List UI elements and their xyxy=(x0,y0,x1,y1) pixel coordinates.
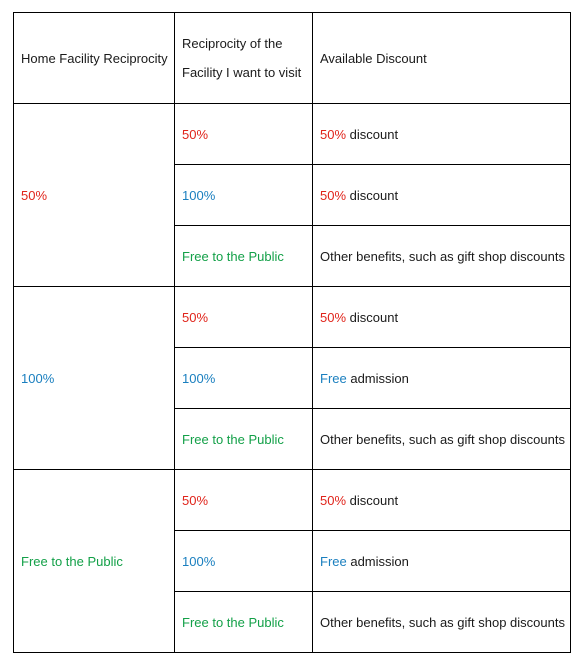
discount-cell xyxy=(313,226,571,287)
table-header-row xyxy=(14,13,571,104)
visit-facility-cell: Free to the Public xyxy=(175,592,313,653)
discount-cell xyxy=(313,531,571,592)
discount-highlight: Free xyxy=(320,370,347,386)
discount-text: discount xyxy=(346,187,399,203)
header-facility-to-visit-line1: Reciprocity of the xyxy=(182,36,283,51)
visit-facility-cell: 100% xyxy=(175,531,313,592)
discount-cell xyxy=(313,592,571,653)
discount-text: discount xyxy=(346,309,399,325)
visit-facility-cell: 50% xyxy=(175,104,313,165)
header-facility-to-visit-line2: Facility I want to visit xyxy=(182,65,302,80)
header-available-discount: Available Discount xyxy=(313,13,571,104)
home-facility-cell: 50% xyxy=(14,104,175,287)
visit-facility-cell: 100% xyxy=(175,165,313,226)
discount-highlight: 50% xyxy=(320,187,347,203)
home-facility-cell: Free to the Public xyxy=(14,470,175,653)
discount-text: Other benefits, such as gift shop discounts xyxy=(320,248,565,264)
discount-cell xyxy=(313,165,571,226)
discount-cell xyxy=(313,409,571,470)
discount-highlight: 50% xyxy=(320,492,347,508)
header-home-facility: Home Facility Reciprocity xyxy=(14,13,175,104)
discount-cell xyxy=(313,470,571,531)
discount-text: discount xyxy=(346,492,399,508)
discount-text: admission xyxy=(346,553,409,569)
header-facility-to-visit xyxy=(175,13,313,104)
discount-text: Other benefits, such as gift shop discounts xyxy=(320,614,565,630)
discount-highlight: Free xyxy=(320,553,347,569)
visit-facility-cell: Free to the Public xyxy=(175,226,313,287)
visit-facility-cell: 100% xyxy=(175,348,313,409)
discount-highlight: 50% xyxy=(320,309,347,325)
discount-text: Other benefits, such as gift shop discounts xyxy=(320,431,565,447)
table-row xyxy=(14,287,571,348)
discount-cell xyxy=(313,287,571,348)
table-row xyxy=(14,104,571,165)
discount-highlight: 50% xyxy=(320,126,347,142)
table-row xyxy=(14,470,571,531)
discount-cell xyxy=(313,104,571,165)
home-facility-cell: 100% xyxy=(14,287,175,470)
reciprocity-table xyxy=(13,12,571,653)
visit-facility-cell: 50% xyxy=(175,287,313,348)
discount-text: admission xyxy=(346,370,409,386)
visit-facility-cell: 50% xyxy=(175,470,313,531)
visit-facility-cell: Free to the Public xyxy=(175,409,313,470)
discount-text: discount xyxy=(346,126,399,142)
discount-cell xyxy=(313,348,571,409)
